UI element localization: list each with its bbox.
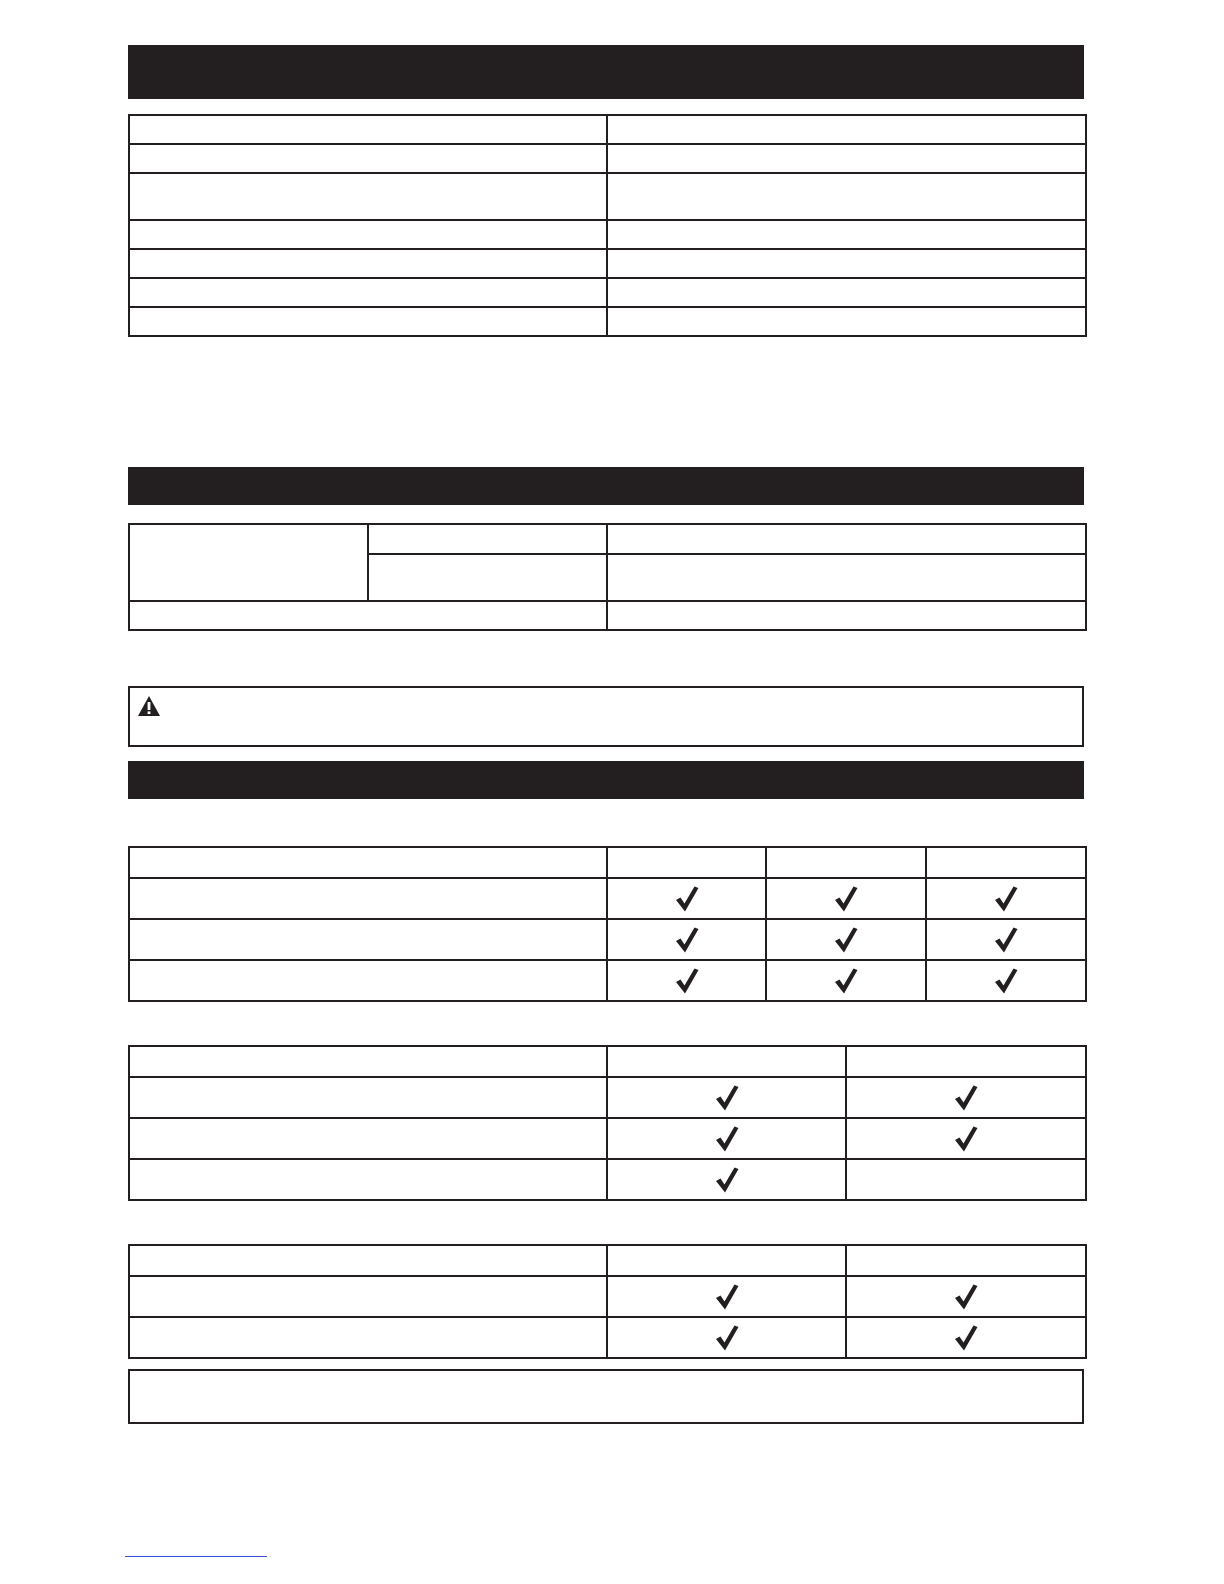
charger-group-label bbox=[129, 524, 368, 601]
compatibility-table-3 bbox=[128, 1244, 1087, 1359]
spec-value bbox=[607, 173, 1086, 220]
column-header bbox=[129, 1046, 607, 1077]
charger-header-bar bbox=[128, 467, 1084, 505]
check-mark-icon bbox=[833, 926, 859, 954]
table-row bbox=[129, 220, 1086, 249]
table-row bbox=[129, 1077, 1086, 1118]
check-mark-icon bbox=[833, 967, 859, 995]
check-cell bbox=[926, 960, 1086, 1001]
column-header bbox=[607, 847, 766, 878]
table-row bbox=[129, 173, 1086, 220]
check-mark-icon bbox=[714, 1324, 740, 1352]
warning-triangle-icon bbox=[137, 695, 161, 722]
row-label bbox=[129, 1276, 607, 1317]
column-header bbox=[846, 1046, 1086, 1077]
row-label bbox=[129, 1118, 607, 1159]
check-cell bbox=[607, 1276, 846, 1317]
spec-label bbox=[129, 220, 607, 249]
charger-value bbox=[607, 554, 1086, 601]
row-label bbox=[129, 1077, 607, 1118]
check-mark-icon bbox=[714, 1166, 740, 1194]
table-header-row bbox=[129, 847, 1086, 878]
specifications-table bbox=[128, 114, 1087, 337]
charger-value bbox=[607, 601, 1086, 630]
table-row bbox=[129, 960, 1086, 1001]
table-row bbox=[129, 115, 1086, 144]
footer-link-underline[interactable] bbox=[125, 1556, 267, 1557]
spec-value bbox=[607, 278, 1086, 307]
column-header bbox=[846, 1245, 1086, 1276]
check-cell bbox=[607, 960, 766, 1001]
column-header bbox=[129, 847, 607, 878]
compatibility-header-bar bbox=[128, 761, 1084, 799]
check-cell bbox=[926, 919, 1086, 960]
table-row bbox=[129, 249, 1086, 278]
check-cell bbox=[766, 960, 926, 1001]
check-mark-icon bbox=[714, 1084, 740, 1112]
note-box bbox=[128, 1369, 1084, 1424]
spec-label bbox=[129, 173, 607, 220]
check-cell bbox=[607, 1317, 846, 1358]
spec-label bbox=[129, 307, 607, 336]
table-row bbox=[129, 278, 1086, 307]
check-mark-icon bbox=[674, 885, 700, 913]
column-header bbox=[926, 847, 1086, 878]
table-row bbox=[129, 1159, 1086, 1200]
spec-label bbox=[129, 249, 607, 278]
check-cell bbox=[846, 1159, 1086, 1200]
check-cell bbox=[846, 1118, 1086, 1159]
row-label bbox=[129, 960, 607, 1001]
column-header bbox=[607, 1245, 846, 1276]
check-cell bbox=[766, 919, 926, 960]
charger-sub-label bbox=[368, 524, 607, 554]
table-header-row bbox=[129, 1245, 1086, 1276]
check-cell bbox=[766, 878, 926, 919]
check-mark-icon bbox=[674, 926, 700, 954]
table-row bbox=[129, 1118, 1086, 1159]
table-row bbox=[129, 1276, 1086, 1317]
check-cell bbox=[607, 878, 766, 919]
charger-value bbox=[607, 524, 1086, 554]
check-mark-icon bbox=[714, 1125, 740, 1153]
table-row bbox=[129, 601, 1086, 630]
check-mark-icon bbox=[833, 885, 859, 913]
warning-box bbox=[128, 686, 1084, 747]
column-header bbox=[607, 1046, 846, 1077]
row-label bbox=[129, 878, 607, 919]
row-label bbox=[129, 919, 607, 960]
check-cell bbox=[846, 1276, 1086, 1317]
check-mark-icon bbox=[674, 967, 700, 995]
spec-label bbox=[129, 278, 607, 307]
check-cell bbox=[607, 1118, 846, 1159]
column-header bbox=[129, 1245, 607, 1276]
spec-value bbox=[607, 249, 1086, 278]
column-header bbox=[766, 847, 926, 878]
check-mark-icon bbox=[993, 967, 1019, 995]
check-cell bbox=[607, 919, 766, 960]
check-cell bbox=[846, 1077, 1086, 1118]
check-cell bbox=[846, 1317, 1086, 1358]
spec-value bbox=[607, 307, 1086, 336]
table-row bbox=[129, 524, 1086, 554]
check-mark-icon bbox=[953, 1084, 979, 1112]
check-cell bbox=[607, 1077, 846, 1118]
spec-value bbox=[607, 144, 1086, 173]
check-mark-icon bbox=[953, 1283, 979, 1311]
check-mark-icon bbox=[993, 926, 1019, 954]
row-label bbox=[129, 1159, 607, 1200]
check-mark-icon bbox=[953, 1125, 979, 1153]
check-mark-icon bbox=[953, 1324, 979, 1352]
compatibility-table-2 bbox=[128, 1045, 1087, 1201]
table-row bbox=[129, 919, 1086, 960]
check-cell bbox=[926, 878, 1086, 919]
table-row bbox=[129, 1317, 1086, 1358]
row-label bbox=[129, 1317, 607, 1358]
charger-sub-label bbox=[368, 554, 607, 601]
table-row bbox=[129, 307, 1086, 336]
spec-label bbox=[129, 144, 607, 173]
compatibility-table-1 bbox=[128, 846, 1087, 1002]
spec-value bbox=[607, 115, 1086, 144]
check-mark-icon bbox=[714, 1283, 740, 1311]
check-mark-icon bbox=[993, 885, 1019, 913]
specifications-header-bar bbox=[128, 45, 1084, 99]
charger-table bbox=[128, 523, 1087, 631]
spec-value bbox=[607, 220, 1086, 249]
table-header-row bbox=[129, 1046, 1086, 1077]
table-row bbox=[129, 144, 1086, 173]
spec-label bbox=[129, 115, 607, 144]
table-row bbox=[129, 878, 1086, 919]
charger-label bbox=[129, 601, 607, 630]
check-cell bbox=[607, 1159, 846, 1200]
